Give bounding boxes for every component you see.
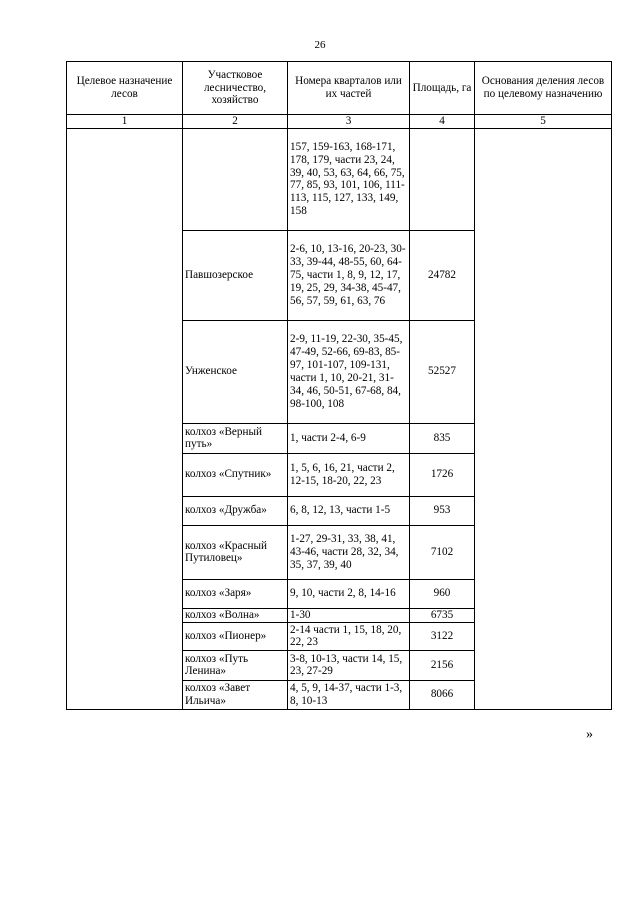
area-cell: 6735: [410, 608, 475, 622]
table-row: [67, 128, 612, 230]
lesnichestvo-cell: Унженское: [183, 320, 288, 423]
header-lesnichestvo: Участковое лесничество, хозяйство: [183, 62, 288, 115]
kvartaly-cell: 1-30: [288, 608, 410, 622]
column-number: 4: [410, 115, 475, 129]
basis-cell: [475, 128, 612, 709]
lesnichestvo-cell: колхоз «Спутник»: [183, 453, 288, 496]
lesnichestvo-cell: колхоз «Путь Ленина»: [183, 650, 288, 680]
area-cell: 52527: [410, 320, 475, 423]
area-cell: [410, 128, 475, 230]
column-number: 5: [475, 115, 612, 129]
header-purpose: Целевое назначение лесов: [67, 62, 183, 115]
kvartaly-cell: 2-9, 11-19, 22-30, 35-45, 47-49, 52-66, 69-83, 85-97, 101-107, 109-131, части 1, 10, 20-21, 31-34, 46, 50-51, 67-68, 84, 98-100, 108: [288, 320, 410, 423]
lesnichestvo-cell: колхоз «Верный путь»: [183, 423, 288, 453]
lesnichestvo-cell: Павшозерское: [183, 230, 288, 320]
lesnichestvo-cell: колхоз «Красный Путиловец»: [183, 525, 288, 579]
column-number: 3: [288, 115, 410, 129]
page-number: 26: [314, 39, 326, 51]
column-number: 1: [67, 115, 183, 129]
header-row: [67, 62, 612, 115]
kvartaly-cell: 1, части 2-4, 6-9: [288, 423, 410, 453]
kvartaly-cell: 9, 10, части 2, 8, 14-16: [288, 579, 410, 608]
area-cell: 835: [410, 423, 475, 453]
lesnichestvo-cell: колхоз «Волна»: [183, 608, 288, 622]
kvartaly-cell: 2-6, 10, 13-16, 20-23, 30-33, 39-44, 48-55, 60, 64-75, части 1, 8, 9, 12, 17, 19, 25, 29, 34-38, 45-47, 56, 57, 59, 61, 63, 76: [288, 230, 410, 320]
area-cell: 7102: [410, 525, 475, 579]
forest-purpose-table: [66, 61, 612, 710]
purpose-cell: [67, 128, 183, 709]
kvartaly-cell: 157, 159-163, 168-171, 178, 179, части 23, 24, 39, 40, 53, 63, 64, 66, 75, 77, 85, 93, 101, 106, 111-113, 115, 127, 133, 149, 158: [288, 128, 410, 230]
kvartaly-cell: 6, 8, 12, 13, части 1-5: [288, 496, 410, 525]
header-area: Площадь, га: [410, 62, 475, 115]
area-cell: 2156: [410, 650, 475, 680]
area-cell: 960: [410, 579, 475, 608]
kvartaly-cell: 4, 5, 9, 14-37, части 1-3, 8, 10-13: [288, 680, 410, 709]
header-basis: Основания деления лесов по целевому назначению: [475, 62, 612, 115]
area-cell: 953: [410, 496, 475, 525]
closing-quote-mark: »: [586, 727, 593, 742]
lesnichestvo-cell: колхоз «Дружба»: [183, 496, 288, 525]
column-number-row: [67, 115, 612, 129]
area-cell: 3122: [410, 622, 475, 650]
lesnichestvo-cell: колхоз «Завет Ильича»: [183, 680, 288, 709]
area-cell: 24782: [410, 230, 475, 320]
kvartaly-cell: 2-14 части 1, 15, 18, 20, 22, 23: [288, 622, 410, 650]
kvartaly-cell: 1-27, 29-31, 33, 38, 41, 43-46, части 28, 32, 34, 35, 37, 39, 40: [288, 525, 410, 579]
column-number: 2: [183, 115, 288, 129]
kvartaly-cell: 1, 5, 6, 16, 21, части 2, 12-15, 18-20, 22, 23: [288, 453, 410, 496]
area-cell: 8066: [410, 680, 475, 709]
lesnichestvo-cell: колхоз «Заря»: [183, 579, 288, 608]
lesnichestvo-cell: колхоз «Пионер»: [183, 622, 288, 650]
header-kvartaly: Номера кварталов или их частей: [288, 62, 410, 115]
lesnichestvo-cell: [183, 128, 288, 230]
area-cell: 1726: [410, 453, 475, 496]
kvartaly-cell: 3-8, 10-13, части 14, 15, 23, 27-29: [288, 650, 410, 680]
